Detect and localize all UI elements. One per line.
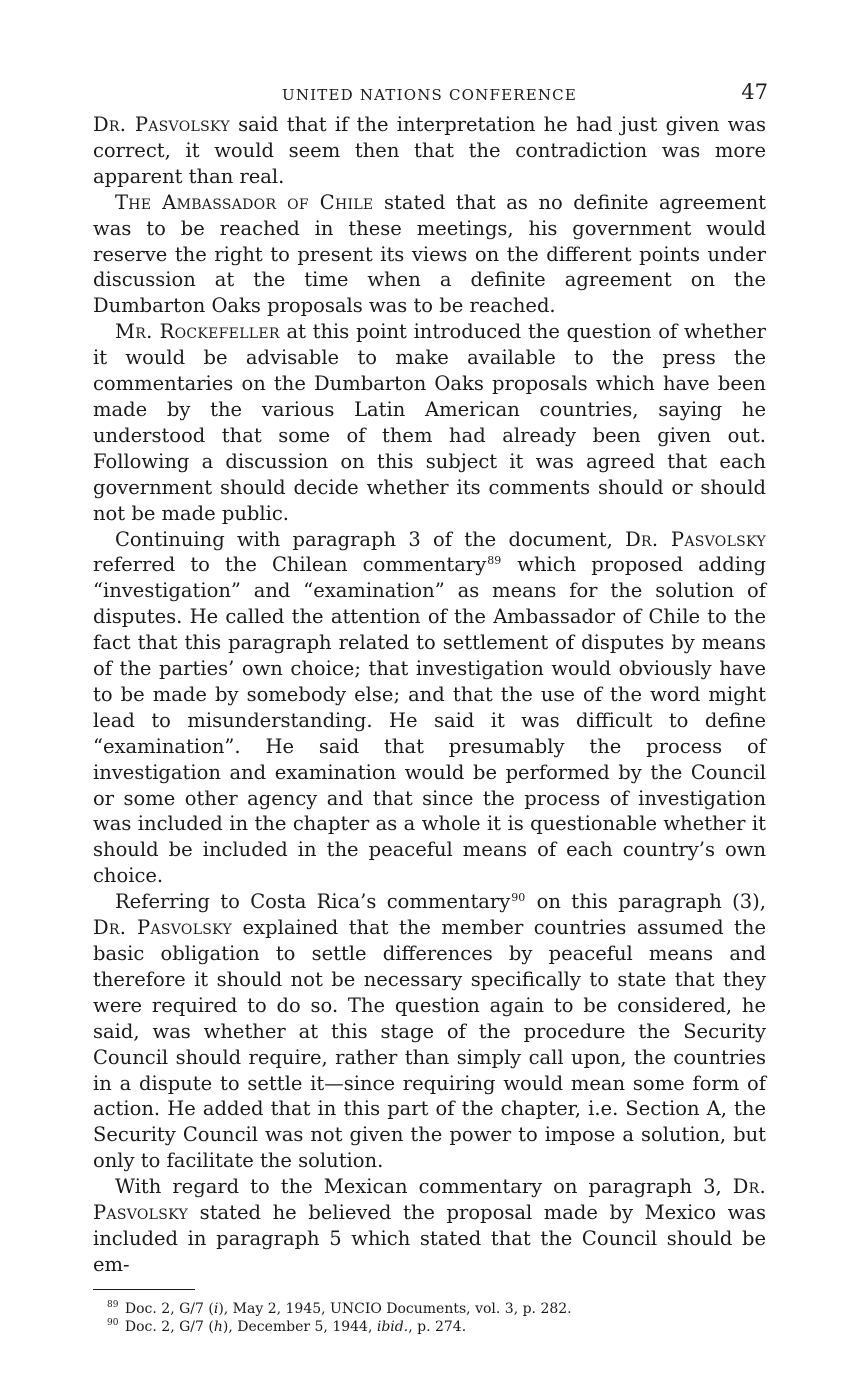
speaker-name: Dr. Pasvolsky	[625, 527, 766, 551]
paragraph-4	[93, 527, 766, 890]
paragraph-lead: Referring to Costa Rica’s commentary	[115, 890, 511, 914]
paragraph-2	[93, 190, 766, 320]
footnote-text: Doc. 2, G/7 (	[120, 1300, 214, 1317]
paragraph-mid: on this paragraph (3),	[526, 890, 766, 914]
paragraph-1	[93, 112, 766, 190]
page-number: 47	[741, 80, 768, 104]
body-text	[93, 112, 766, 1278]
speaker-name: Dr. Pasvolsky	[93, 916, 233, 940]
document-page	[93, 78, 766, 1336]
paragraph-mid: referred to the Chilean commentary	[93, 553, 487, 577]
speaker-name: Dr. Pasvolsky	[93, 113, 230, 136]
footnote-reference[interactable]: 89	[487, 553, 502, 567]
footnote-text: , p. 274.	[408, 1318, 467, 1335]
paragraph-text: said that if the interpretation he had just given was correct, it would seem then that the contradiction was more apparent than real.	[93, 113, 766, 188]
footnote-number: 89	[107, 1300, 119, 1311]
footnote-89	[107, 1300, 766, 1318]
speaker-name: Dr. Pasvolsky	[93, 1175, 766, 1225]
footnote-text: ), May 2, 1945, UNCIO Documents, vol. 3, p. 282.	[218, 1300, 572, 1317]
running-header	[93, 78, 766, 112]
footnote-90	[107, 1318, 766, 1336]
paragraph-5	[93, 889, 766, 1174]
footnotes	[93, 1300, 766, 1336]
footnote-number: 90	[107, 1318, 119, 1329]
paragraph-lead: Continuing with paragraph 3 of the document,	[115, 527, 626, 551]
speaker-name: Mr. Rockefeller	[115, 320, 280, 344]
footnote-reference[interactable]: 90	[511, 890, 526, 904]
paragraph-tail: stated he believed the proposal made by Mexico was included in paragraph 5 which stated that the Council should be em-	[93, 1201, 766, 1276]
footnote-italic: h	[213, 1318, 223, 1335]
paragraph-tail: explained that the member countries assumed the basic obligation to settle differences by peaceful means and therefore it should not be necessary specifically to state that they were required to do so. The question again to be considered, he said, was whether at this stage of the procedure the Security Council should require, rather than simply call upon, the countries in a dispute to settle it—since requiring would mean some form of action. He added that in this part of the chapter, i.e. Section A, the Security Council was not given the power to impose a solution, but only to facilitate the solution.	[93, 916, 766, 1173]
paragraph-6	[93, 1174, 766, 1278]
paragraph-text: stated that as no definite agreement was to be reached in these meetings, his government would reserve the right to present its views on the different points under discussion at the time when a definite agreement on the Dumbarton Oaks proposals was to be reached.	[93, 190, 766, 318]
paragraph-text: at this point introduced the question of whether it would be advisable to make available to the press the commentaries on the Dumbarton Oaks proposals which have been made by the various Latin American countries, saying he understood that some of them had already been given out. Following a discussion on this subject it was agreed that each government should decide whether its comments should or should not be made public.	[93, 320, 766, 525]
footnote-text: ), December 5, 1944,	[222, 1318, 377, 1335]
footnote-divider	[93, 1289, 195, 1290]
footnote-italic: ibid.	[376, 1318, 409, 1335]
paragraph-tail: which proposed adding “investigation” and “examination” as means for the solution of disputes. He called the attention of the Ambassador of Chile to the fact that this paragraph related to settlement of disputes by means of the parties’ own choice; that investigation would obviously have to be made by somebody else; and that the use of the word might lead to misunderstanding. He said it was difficult to define “examination”. He said that presumably the process of investigation and examination would be performed by the Council or some other agency and that since the process of investigation was included in the chapter as a whole it is questionable whether it should be included in the peaceful means of each country’s own choice.	[93, 553, 766, 888]
running-title: UNITED NATIONS CONFERENCE	[281, 86, 578, 104]
speaker-name: The Ambassador of Chile	[115, 190, 374, 214]
footnote-italic: i	[213, 1300, 219, 1317]
paragraph-lead: With regard to the Mexican commentary on paragraph 3,	[115, 1175, 733, 1199]
footnote-text: Doc. 2, G/7 (	[120, 1318, 214, 1335]
paragraph-3	[93, 319, 766, 526]
